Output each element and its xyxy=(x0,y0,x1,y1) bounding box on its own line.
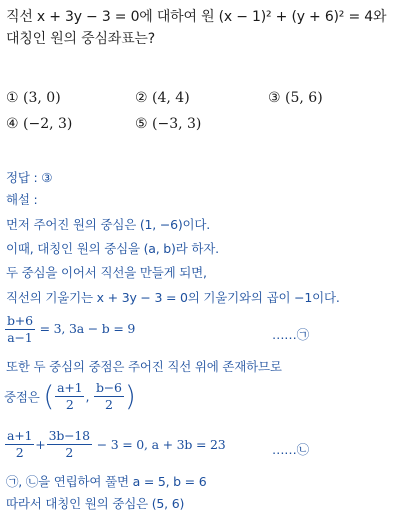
choice-5 xyxy=(135,116,201,132)
choice-1-number: ① xyxy=(6,90,19,106)
equation-1-marker: ……㉠ xyxy=(272,327,309,342)
choice-1-text: (3, 0) xyxy=(23,90,61,106)
solution-step-5: 또한 두 중심의 중점은 주어진 직선 위에 존재하므로 xyxy=(6,359,282,374)
equation-2-rest: − 3 = 0, a + 3b = 23 xyxy=(96,437,226,452)
midpoint-y-numerator: b−6 xyxy=(95,380,122,395)
equation-2-fraction-1 xyxy=(5,428,34,461)
choice-2 xyxy=(135,90,190,106)
slope-numerator: b+6 xyxy=(7,313,33,328)
right-paren: ) xyxy=(124,379,136,413)
solution-step-6: ㉠, ㉡을 연립하여 풀면 a = 5, b = 6 xyxy=(6,474,207,489)
choice-4-text: (−2, 3) xyxy=(23,116,73,132)
equation-2-fraction-2 xyxy=(47,428,92,461)
answer-line: 정답 : ③ xyxy=(6,170,53,185)
question-line-2: 대칭인 원의 중심좌표는? xyxy=(6,31,155,47)
comma: , xyxy=(85,389,93,404)
slope-fraction xyxy=(5,313,35,346)
eq2-f2-denominator: 2 xyxy=(65,445,74,460)
solution-step-7: 따라서 대칭인 원의 중심은 (5, 6) xyxy=(6,496,185,511)
midpoint-y-denominator: 2 xyxy=(105,397,113,412)
choice-1 xyxy=(6,90,61,106)
midpoint-label: 중점은 xyxy=(4,389,40,405)
eq2-f1-denominator: 2 xyxy=(15,445,24,460)
equation-2 xyxy=(4,428,226,461)
slope-denominator: a−1 xyxy=(7,330,33,345)
question-line-1: 직선 x + 3y − 3 = 0에 대하여 원 (x − 1)² + (y + 6)² = 4와 xyxy=(6,9,387,25)
solution-heading: 해설 : xyxy=(6,192,38,207)
answer-choices xyxy=(0,90,400,134)
solution-step-4: 직선의 기울기는 x + 3y − 3 = 0의 기울기와의 곱이 −1이다. xyxy=(6,290,340,305)
equation-1 xyxy=(4,313,135,346)
left-paren: ( xyxy=(43,379,55,413)
solution-step-3: 두 중심을 이어서 직선을 만들게 되면, xyxy=(6,265,207,280)
midpoint-x-numerator: a+1 xyxy=(57,380,83,395)
plus-sign: + xyxy=(35,437,46,452)
equation-2-marker: ……㉡ xyxy=(272,442,309,457)
choice-2-text: (4, 4) xyxy=(152,90,190,106)
equation-1-rest: = 3, 3a − b = 9 xyxy=(39,321,136,336)
choice-5-text: (−3, 3) xyxy=(152,116,202,132)
choice-2-number: ② xyxy=(135,90,148,106)
midpoint-line xyxy=(4,380,136,413)
solution-step-1: 먼저 주어진 원의 중심은 (1, −6)이다. xyxy=(6,217,211,232)
choice-5-number: ⑤ xyxy=(135,116,148,132)
midpoint-x-denominator: 2 xyxy=(65,397,74,412)
choice-4-number: ④ xyxy=(6,116,19,132)
midpoint-x-fraction xyxy=(55,380,84,413)
midpoint-y-fraction xyxy=(94,380,124,413)
choice-4 xyxy=(6,116,72,132)
eq2-f1-numerator: a+1 xyxy=(7,428,33,443)
solution-step-2: 이때, 대칭인 원의 중심을 (a, b)라 하자. xyxy=(6,241,219,256)
eq2-f2-numerator: 3b−18 xyxy=(48,428,90,443)
choice-3 xyxy=(268,90,323,106)
choice-3-text: (5, 6) xyxy=(285,90,323,106)
choice-3-number: ③ xyxy=(268,90,281,106)
